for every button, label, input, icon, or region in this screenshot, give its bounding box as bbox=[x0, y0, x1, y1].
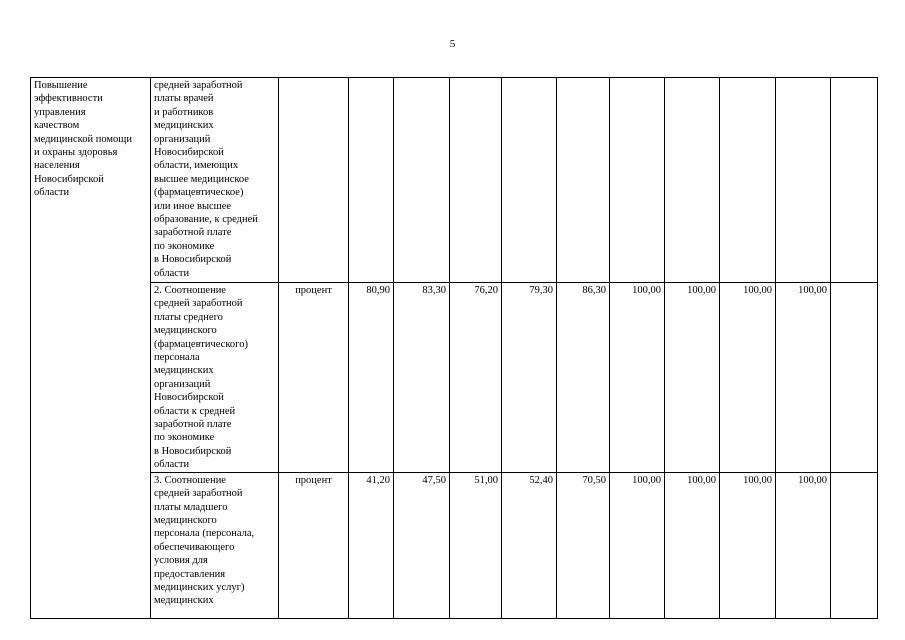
value-cell: 79,30 bbox=[502, 283, 557, 473]
value-cell: 100,00 bbox=[665, 283, 720, 473]
value-cell: 100,00 bbox=[610, 283, 665, 473]
empty-cell bbox=[831, 78, 878, 283]
table-row bbox=[31, 472, 878, 618]
value-cell: 51,00 bbox=[450, 472, 502, 618]
goal-text: Повышение эффективности управления качеством медицинской помощи и охраны здоровья населения Новосибирской области bbox=[34, 80, 132, 199]
value-cell: 100,00 bbox=[610, 472, 665, 618]
indicator-text: 3. Соотношение средней заработной платы младшего медицинского персонала (персонала, обеспечивающего условия для предоставления медицинских услуг) медицинских bbox=[154, 474, 255, 607]
page-number: 5 bbox=[449, 38, 456, 50]
unit-cell: процент bbox=[279, 283, 349, 473]
value-cell: 100,00 bbox=[776, 472, 831, 618]
value-cell: 76,20 bbox=[450, 283, 502, 473]
indicators-table bbox=[30, 77, 878, 619]
value-cell: 100,00 bbox=[720, 283, 776, 473]
value-cell: 52,40 bbox=[502, 472, 557, 618]
value-cell: 100,00 bbox=[776, 283, 831, 473]
value-cell: 47,50 bbox=[394, 472, 450, 618]
table-row bbox=[31, 78, 878, 283]
value-cell bbox=[502, 78, 557, 283]
goal-cell bbox=[31, 78, 151, 619]
value-cell bbox=[557, 78, 610, 283]
value-cell: 86,30 bbox=[557, 283, 610, 473]
value-cell: 80,90 bbox=[349, 283, 394, 473]
value-cell: 83,30 bbox=[394, 283, 450, 473]
value-cell: 100,00 bbox=[720, 472, 776, 618]
value-cell bbox=[610, 78, 665, 283]
value-cell bbox=[394, 78, 450, 283]
empty-cell bbox=[831, 283, 878, 473]
indicator-text: 2. Соотношение средней заработной платы среднего медицинского (фармацевтического) персонала медицинских организаций Новосибирской области к средней заработной плате по экономике в Новосибирской области bbox=[154, 285, 248, 471]
table-row bbox=[31, 283, 878, 473]
value-cell: 100,00 bbox=[665, 472, 720, 618]
value-cell: 41,20 bbox=[349, 472, 394, 618]
value-cell bbox=[665, 78, 720, 283]
indicator-cell bbox=[151, 283, 279, 473]
indicator-text: средней заработной платы врачей и работников медицинских организаций Новосибирской области, имеющих высшее медицинское (фармацевтическое) или иное высшее образование, к средней заработной плате по экономике в Новосибирской области bbox=[154, 80, 258, 279]
indicator-cell bbox=[151, 78, 279, 283]
empty-cell bbox=[831, 472, 878, 618]
unit-cell bbox=[279, 78, 349, 283]
value-cell bbox=[776, 78, 831, 283]
value-cell: 70,50 bbox=[557, 472, 610, 618]
indicator-cell bbox=[151, 472, 279, 618]
value-cell bbox=[720, 78, 776, 283]
value-cell bbox=[450, 78, 502, 283]
value-cell bbox=[349, 78, 394, 283]
unit-cell: процент bbox=[279, 472, 349, 618]
